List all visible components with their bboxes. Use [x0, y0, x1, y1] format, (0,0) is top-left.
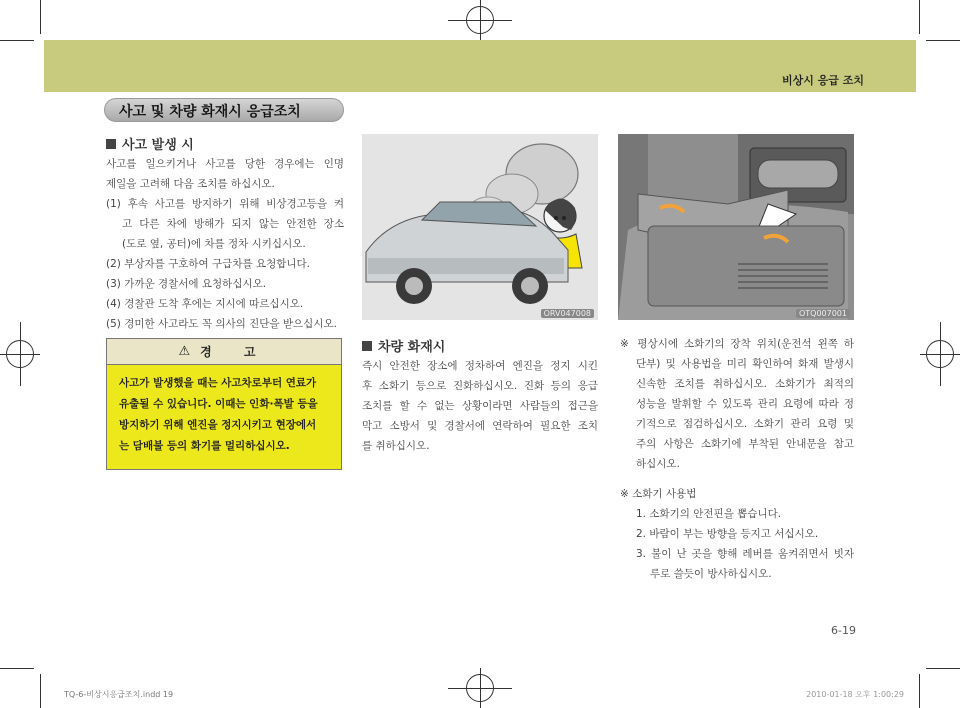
note-line: 기적으로 점검하십시오. 소화기 관리 요령 및: [636, 418, 854, 430]
registration-line: [448, 688, 512, 689]
fire-heading: 차량 화재시: [362, 336, 445, 355]
usage-heading: ※ 소화기 사용법: [620, 488, 697, 500]
list-item: (5) 경미한 사고라도 꼭 의사의 진단을 받으십시오.: [106, 318, 337, 330]
list-item-continued: (도로 옆, 공터)에 차를 정차 시키십시오.: [122, 238, 306, 250]
image-code: ORV047008: [541, 309, 594, 318]
note-line: 하십시오.: [636, 458, 680, 470]
crop-mark: [0, 40, 34, 41]
crop-mark: [0, 668, 34, 669]
note-line: 주의 사항은 소화기에 부착된 안내문을 참고: [636, 438, 854, 450]
crop-mark: [919, 674, 920, 708]
paragraph-line: 사고를 일으키거나 사고를 당한 경우에는 인명: [106, 158, 344, 170]
paragraph-line: 제일을 고려해 다음 조치를 하십시오.: [106, 178, 275, 190]
crop-mark: [40, 0, 41, 34]
section-header: 비상시 응급 조치: [781, 74, 864, 87]
footer-filename: TQ-6-비상시응급조치.indd 19: [64, 690, 174, 699]
warning-line: 방지하기 위해 엔진을 정지시키고 현장에서: [119, 419, 317, 431]
accident-heading: 사고 발생 시: [106, 134, 194, 153]
extinguisher-note: [620, 334, 854, 474]
crop-mark: [926, 40, 960, 41]
crop-mark: [40, 674, 41, 708]
page-number: 6-19: [831, 624, 856, 637]
paragraph-line: 막고 소방서 및 경찰서에 연락하여 필요한 조치: [362, 420, 598, 432]
extinguisher-usage: [620, 484, 854, 584]
warning-line: 사고가 발생했을 때는 사고차로부터 연료가: [119, 377, 317, 389]
car-fire-illustration: [362, 134, 598, 320]
warning-triangle-icon: ⚠: [178, 344, 191, 359]
list-item: (2) 부상자를 구호하여 구급차를 요청합니다.: [106, 258, 310, 270]
warning-line: 는 담배불 등의 화기를 멀리하십시오.: [119, 440, 290, 452]
image-code: OTQ007001: [796, 309, 850, 318]
warning-header: [107, 339, 341, 365]
warning-box: [106, 338, 342, 470]
registration-line: [940, 322, 941, 386]
square-bullet-icon: [362, 341, 372, 351]
note-line: 단부) 및 사용법을 미리 확인하여 화재 발생시: [636, 358, 854, 370]
list-item: (1) 후속 사고를 방지하기 위해 비상경고등을 켜: [106, 198, 344, 210]
warning-line: 유출될 수 있습니다. 이때는 인화·폭발 등을: [119, 398, 318, 410]
extinguisher-photo: [618, 134, 854, 320]
note-line: 신속한 조치를 취하십시오. 소화기가 최적의: [636, 378, 854, 390]
paragraph-line: 즉시 안전한 장소에 정차하여 엔진을 정지 시킨: [362, 360, 598, 372]
list-item: (3) 가까운 경찰서에 요청하십시오.: [106, 278, 267, 290]
warning-body: [107, 365, 341, 457]
usage-step: 3. 불이 난 곳을 향해 레버를 움켜쥐면서 빗자: [636, 548, 854, 560]
crop-mark: [926, 668, 960, 669]
footer-timestamp: 2010-01-18 오후 1:00:29: [806, 690, 904, 699]
list-item-continued: 고 다른 차에 방해가 되지 않는 안전한 장소: [122, 218, 344, 230]
warning-label: 경 고: [200, 345, 270, 359]
section-title: 사고 및 차량 화재시 응급조치: [119, 104, 301, 120]
usage-step: 1. 소화기의 안전핀을 뽑습니다.: [636, 508, 782, 520]
accident-text: [106, 154, 344, 334]
list-item: (4) 경찰관 도착 후에는 지시에 따르십시오.: [106, 298, 304, 310]
note-line: ※ 평상시에 소화기의 장착 위치(운전석 왼쪽 하: [620, 338, 854, 350]
fire-text: [362, 356, 598, 456]
square-bullet-icon: [106, 139, 116, 149]
note-line: 성능을 발휘할 수 있도록 관리 요령에 따라 정: [636, 398, 854, 410]
usage-step: 2. 바람이 부는 방향을 등지고 서십시오.: [636, 528, 819, 540]
registration-line: [20, 322, 21, 386]
paragraph-line: 조치를 할 수 없는 상황이라면 사람들의 접근을: [362, 400, 598, 412]
crop-mark: [919, 0, 920, 34]
section-title-tab: [104, 98, 344, 122]
paragraph-line: 후 소화기 등으로 진화하십시오. 진화 등의 응급: [362, 380, 598, 392]
registration-line: [448, 20, 512, 21]
usage-step-continued: 루로 쓸듯이 방사하십시오.: [650, 568, 772, 580]
paragraph-line: 를 취하십시오.: [362, 440, 430, 452]
